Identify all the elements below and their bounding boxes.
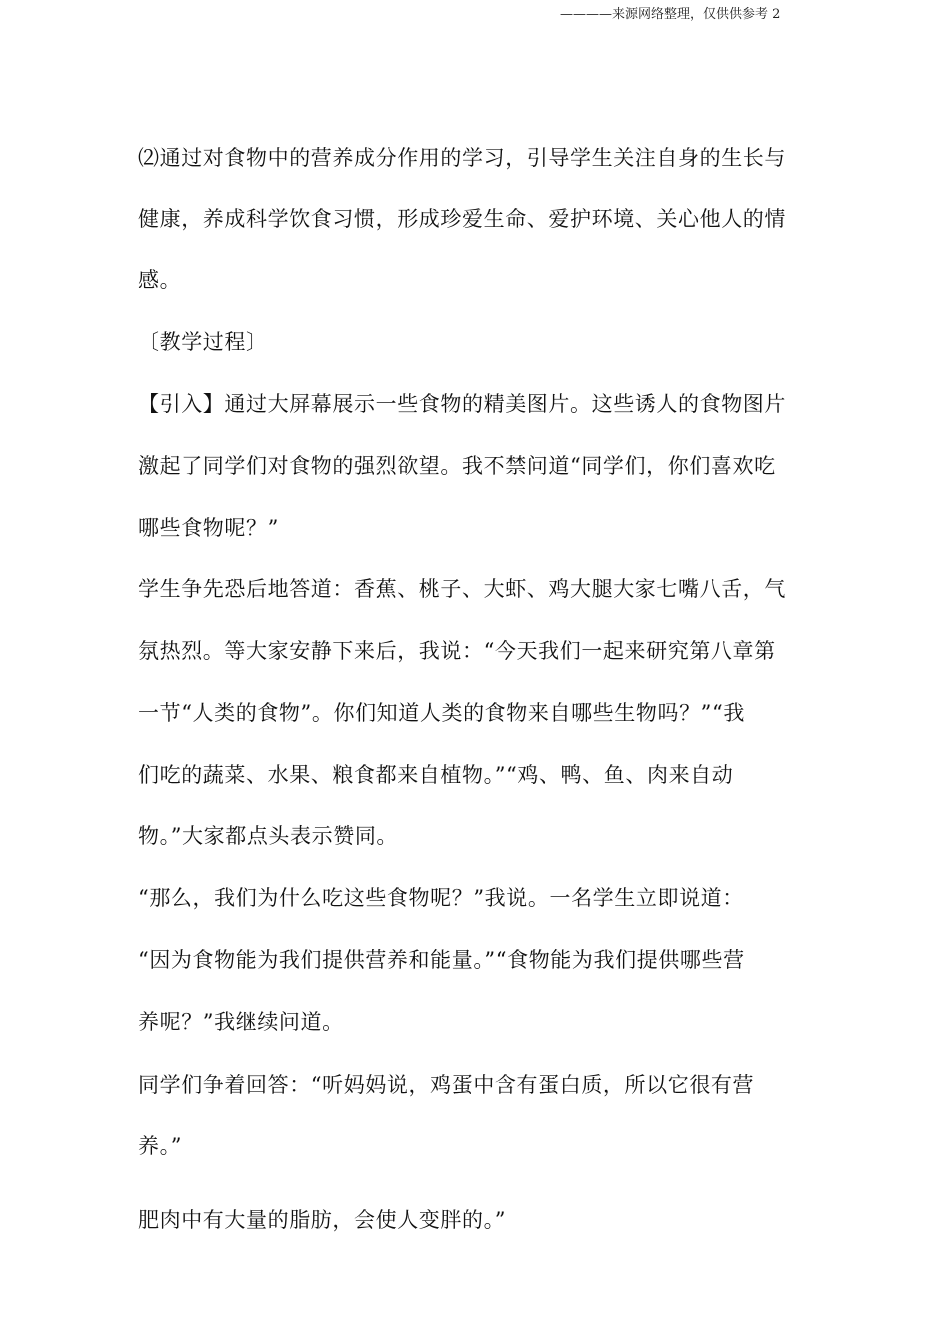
text-line: 们吃的蔬菜、水果、粮食都来自植物。”“鸡、鸭、鱼、肉来自动 [138,763,734,787]
text-line: 感。 [138,268,182,292]
text-line: 一节“人类的食物”。你们知道人类的食物来自哪些生物吗？”“我 [138,701,745,725]
text-line: 健康，养成科学饮食习惯，形成珍爱生命、爱护环境、关心他人的情 [138,207,786,231]
text-line: 氛热烈。等大家安静下来后，我说：“今天我们一起来研究第八章第 [138,639,776,663]
text-line: 【引入】通过大屏幕展示一些食物的精美图片。这些诱人的食物图片 [138,392,786,416]
text-line: 哪些食物呢？” [138,516,279,540]
text-line: 学生争先恐后地答道：香蕉、桃子、大虾、鸡大腿大家七嘴八舌，气 [138,577,786,601]
text-line: 同学们争着回答：“听妈妈说，鸡蛋中含有蛋白质，所以它很有营 [138,1073,755,1097]
text-line: “因为食物能为我们提供营养和能量。”“食物能为我们提供哪些营 [138,948,745,972]
text-line: 养呢？”我继续问道。 [138,1010,344,1034]
section-heading: 〔教学过程〕 [138,330,268,354]
text-line: 肥肉中有大量的脂肪，会使人变胖的。” [138,1208,507,1232]
source-note: ————来源网络整理，仅供供参考 2 [560,7,781,22]
text-line: 物。”大家都点头表示赞同。 [138,824,399,848]
text-line: ⑵通过对食物中的营养成分作用的学习，引导学生关注自身的生长与 [138,146,786,170]
text-line: 激起了同学们对食物的强烈欲望。我不禁问道“同学们，你们喜欢吃 [138,454,776,478]
text-line: “那么，我们为什么吃这些食物呢？”我说。一名学生立即说道： [138,886,744,910]
text-line: 养。” [138,1134,183,1158]
